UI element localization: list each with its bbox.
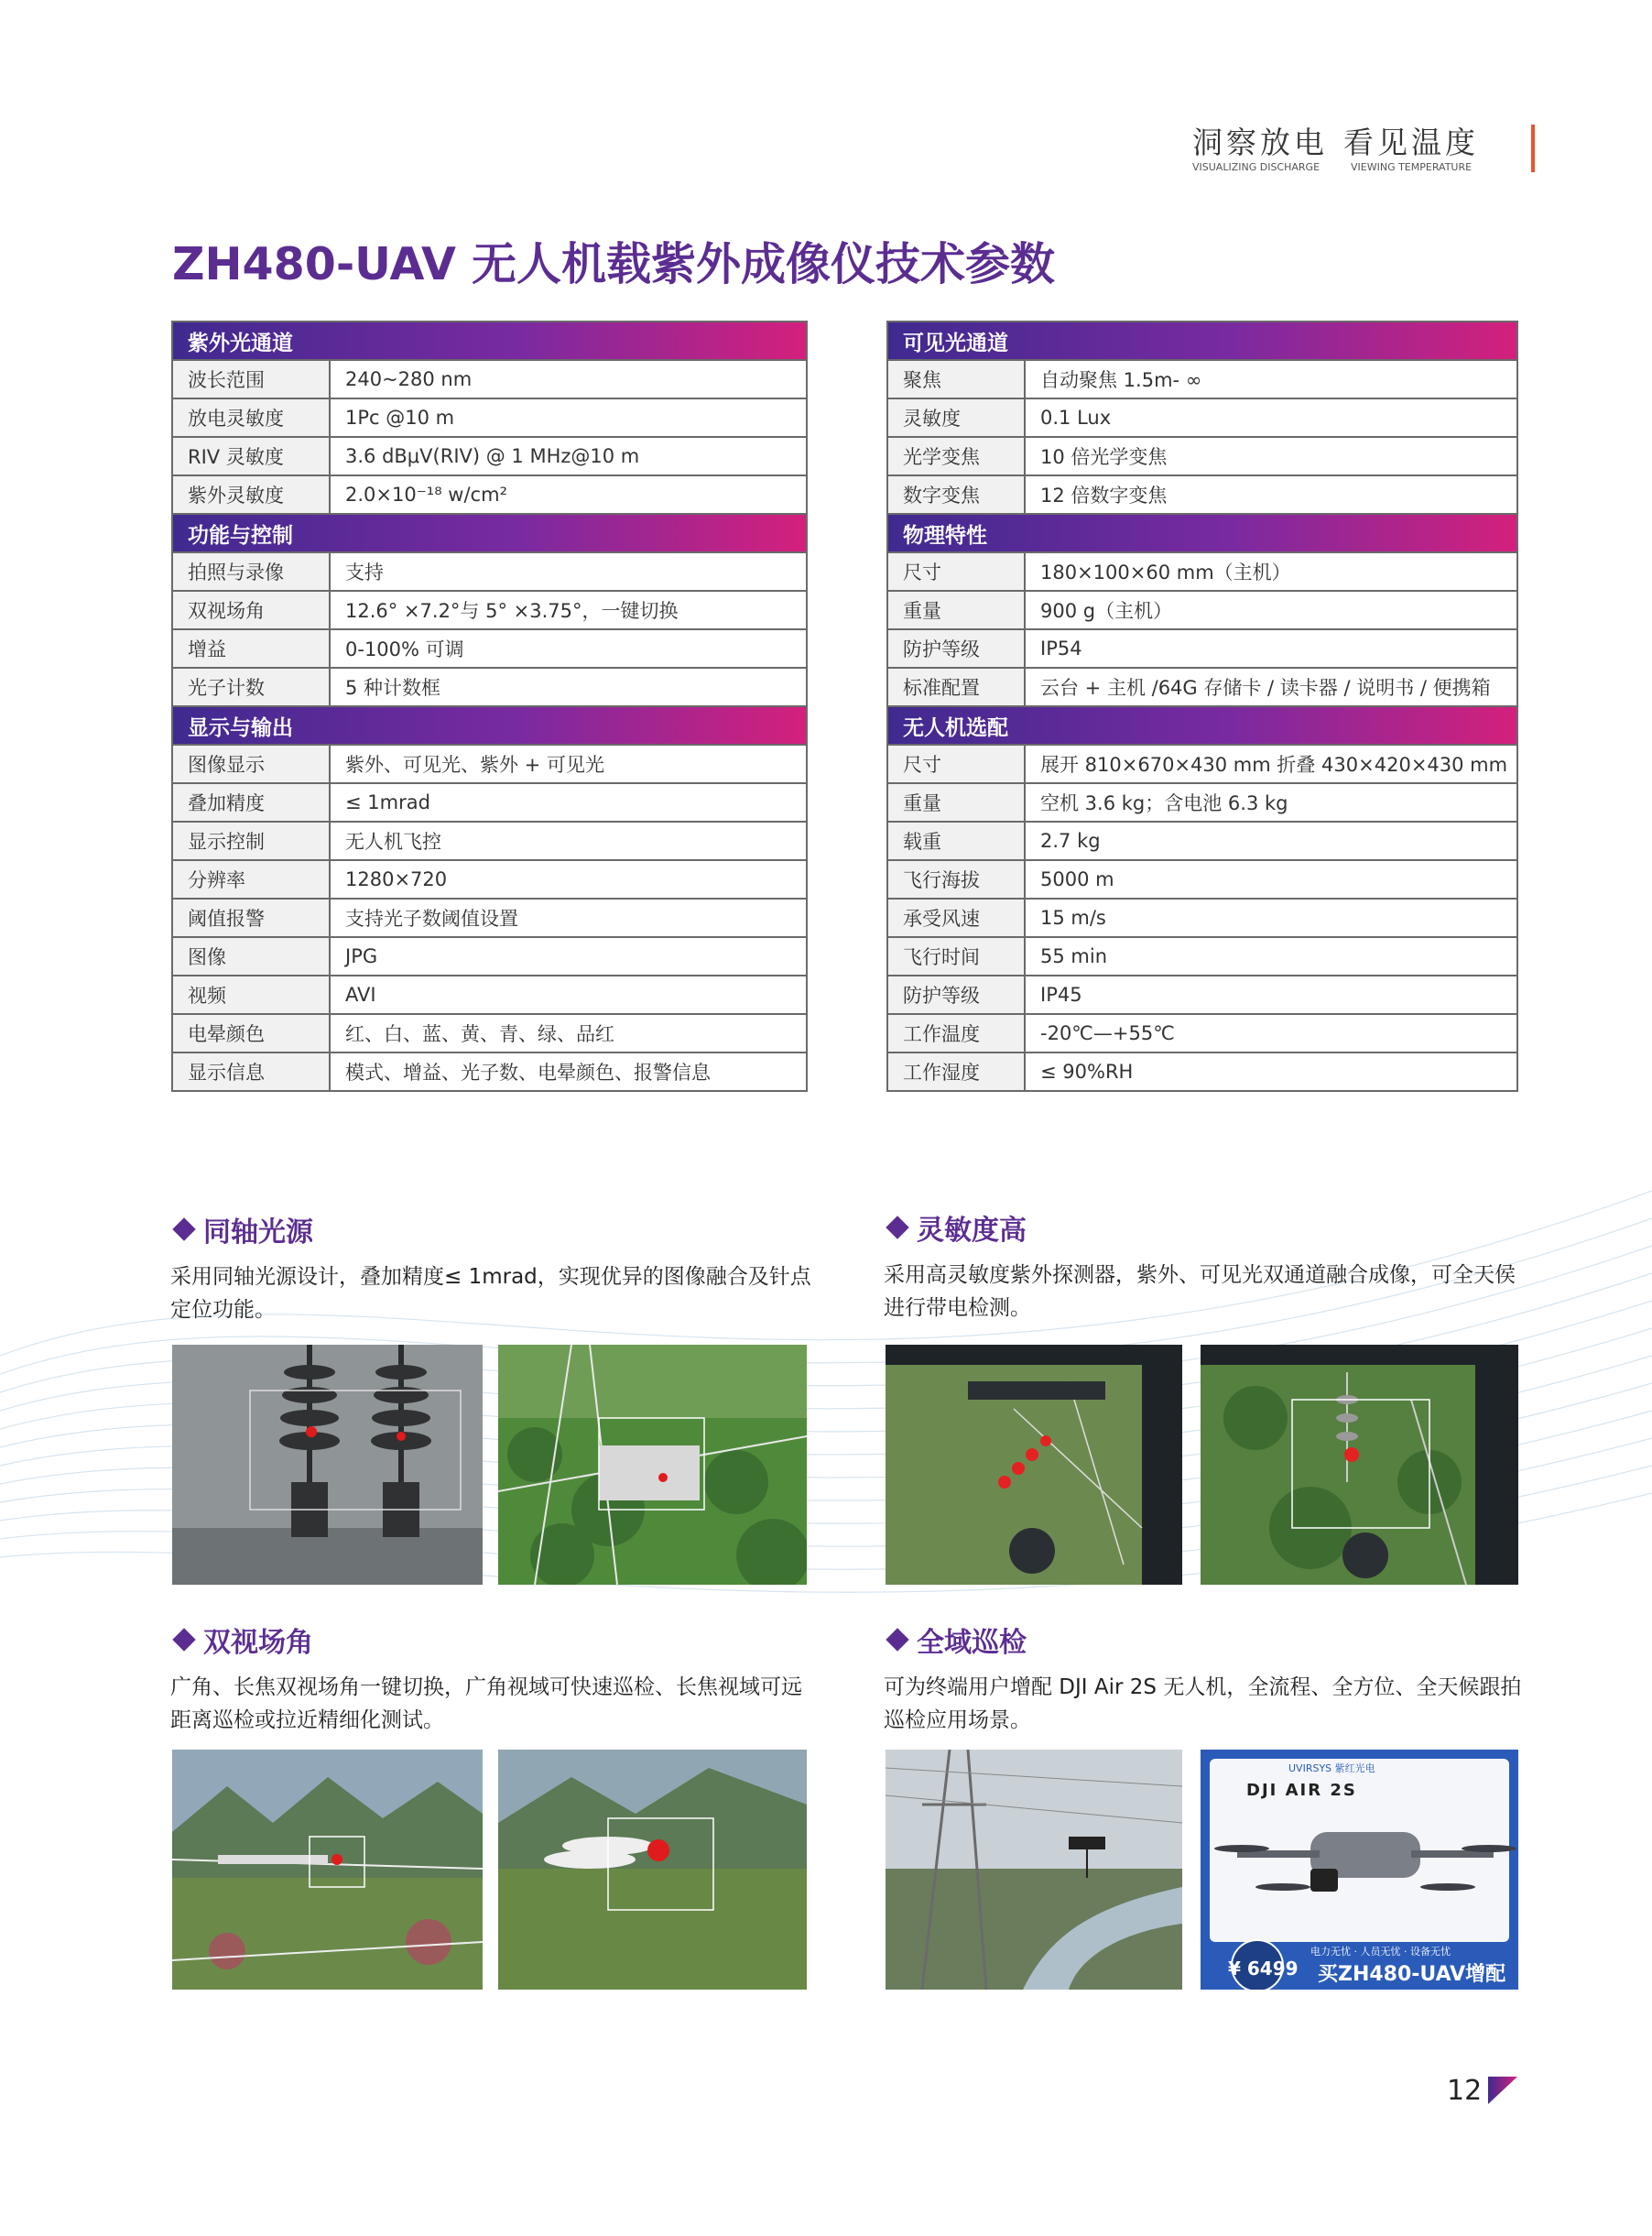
spec-key: 增益 [172,629,330,668]
spec-value: 0-100% 可调 [330,629,807,668]
photo-drone-screen-2 [1201,1345,1518,1585]
dji-air2s-ad [1201,1750,1518,1990]
spec-key: 波长范围 [172,360,330,398]
table-row [172,629,807,668]
section-header: 功能与控制 [172,514,807,552]
spec-key: 尺寸 [887,745,1025,783]
spec-value: 2.7 kg [1025,822,1517,860]
spec-value: 支持光子数阈值设置 [330,899,807,937]
diamond-bullet-icon [172,1628,195,1651]
table-row [887,629,1517,668]
table-row [172,860,807,899]
spec-key: 飞行时间 [887,937,1025,976]
slogan-temperature-en: VIEWING TEMPERATURE [1351,161,1473,173]
ad-price: ¥ 6499 [1228,1958,1299,1980]
table-row [887,668,1517,706]
photo-drone-screen-1 [886,1345,1182,1585]
spec-key: 飞行海拔 [887,860,1025,899]
section-header: 紫外光通道 [172,322,807,360]
feature-description: 可为终端用户增配 DJI Air 2S 无人机，全流程、全方位、全天候跟拍巡检应用场景。 [884,1675,1522,1732]
spec-key: 光学变焦 [887,437,1025,475]
table-row [887,1053,1517,1091]
table-row [887,860,1517,899]
table-row [887,745,1517,783]
brand-slogan [1192,119,1522,174]
diamond-bullet-icon [886,1216,908,1238]
feature-description: 采用同轴光源设计，叠加精度≤ 1mrad，实现优异的图像融合及针点定位功能。 [170,1265,811,1322]
spec-value: 5000 m [1025,860,1517,899]
spec-value: JPG [330,937,807,976]
spec-value: ≤ 90%RH [1025,1053,1517,1091]
feature-coaxial [170,1209,811,1326]
table-row [172,783,807,822]
spec-value: 900 g（主机） [1025,591,1517,629]
table-row [172,668,807,706]
feature-title: 灵敏度高 [917,1215,1027,1247]
spec-value: 10 倍光学变焦 [1025,437,1517,475]
spec-value: 2.0×10⁻¹⁸ w/cm² [330,475,807,514]
table-row [172,1053,807,1091]
section-header: 无人机选配 [887,706,1517,745]
diamond-bullet-icon [886,1628,908,1651]
table-row [172,745,807,783]
ad-product: DJI AIR 2S [1246,1781,1357,1800]
spec-value: 自动聚焦 1.5m- ∞ [1025,360,1517,398]
spec-value: 模式、增益、光子数、电晕颜色、报警信息 [330,1053,807,1091]
table-row [887,475,1517,514]
table-row [172,398,807,437]
ad-bundle: 买ZH480-UAV增配 [1318,1963,1506,1986]
table-row [172,822,807,860]
spec-key: 阈值报警 [172,899,330,937]
photo-forest-tower [498,1345,807,1585]
spec-value: AVI [330,976,807,1014]
spec-key: 标准配置 [887,668,1025,706]
spec-key: 放电灵敏度 [172,398,330,437]
spec-key: 显示信息 [172,1053,330,1091]
slogan-discharge-en: VISUALIZING DISCHARGE [1192,161,1321,173]
spec-key: 重量 [887,783,1025,822]
spec-value: IP45 [1025,976,1517,1014]
table-row [172,552,807,591]
photo-insulator-gray [172,1345,483,1585]
table-row [887,822,1517,860]
spec-key: 工作温度 [887,1014,1025,1053]
spec-value: 展开 810×670×430 mm 折叠 430×420×430 mm [1025,745,1517,783]
slogan-temperature: 看见温度 [1343,125,1479,160]
page-title: ZH480-UAV 无人机载紫外成像仪技术参数 [172,238,1056,290]
spec-key: 防护等级 [887,629,1025,668]
table-row [887,398,1517,437]
spec-value: 12 倍数字变焦 [1025,475,1517,514]
section-header: 可见光通道 [887,322,1517,360]
spec-key: 双视场角 [172,591,330,629]
section-header: 显示与输出 [172,706,807,745]
spec-value: 3.6 dBμV(RIV) @ 1 MHz@10 m [330,437,807,475]
spec-key: 图像显示 [172,745,330,783]
spec-key: 工作湿度 [887,1053,1025,1091]
spec-value: 1Pc @10 m [330,398,807,437]
spec-value: 1280×720 [330,860,807,899]
spec-value: 红、白、蓝、黄、青、绿、品红 [330,1014,807,1053]
ad-brand: UVIRSYS 紫红光电 [1288,1762,1375,1774]
spec-value: -20℃—+55℃ [1025,1014,1517,1053]
table-row [887,360,1517,398]
spec-value: 紫外、可见光、紫外 + 可见光 [330,745,807,783]
photo-mountain-wide [172,1750,483,1990]
spec-value: ≤ 1mrad [330,783,807,822]
spec-value: 无人机飞控 [330,822,807,860]
spec-value: 180×100×60 mm（主机） [1025,552,1517,591]
spec-key: 光子计数 [172,668,330,706]
photo-mountain-tele [498,1750,807,1990]
spec-key: 数字变焦 [887,475,1025,514]
table-row [172,1014,807,1053]
spec-table-left [171,321,808,1092]
table-row [172,475,807,514]
table-row [887,437,1517,475]
spec-key: 尺寸 [887,552,1025,591]
spec-key: 重量 [887,591,1025,629]
spec-key: 拍照与录像 [172,552,330,591]
spec-key: 载重 [887,822,1025,860]
table-row [172,899,807,937]
spec-value: IP54 [1025,629,1517,668]
table-row [172,437,807,475]
spec-value: 240~280 nm [330,360,807,398]
spec-key: 紫外灵敏度 [172,475,330,514]
spec-value: 12.6° ×7.2°与 5° ×3.75°，一键切换 [330,591,807,629]
table-row [887,552,1517,591]
spec-key: 防护等级 [887,976,1025,1014]
slogan-discharge: 洞察放电 [1192,125,1328,160]
ad-slogan: 电力无忧 · 人员无忧 · 设备无忧 [1310,1946,1451,1958]
feature-title: 双视场角 [203,1627,313,1659]
table-row [172,937,807,976]
spec-key: 视频 [172,976,330,1014]
corner-triangle-icon [1488,2077,1517,2104]
feature-dual-fov [170,1620,811,1737]
table-row [172,976,807,1014]
table-row [887,937,1517,976]
photo-drone-river [886,1750,1182,1990]
table-row [887,976,1517,1014]
feature-description: 采用高灵敏度紫外探测器，紫外、可见光双通道融合成像，可全天侯进行带电检测。 [884,1263,1516,1320]
spec-key: 电晕颜色 [172,1014,330,1053]
spec-value: 15 m/s [1025,899,1517,937]
spec-key: 显示控制 [172,822,330,860]
feature-title: 同轴光源 [203,1216,313,1249]
table-row [887,1014,1517,1053]
spec-value: 支持 [330,552,807,591]
spec-key: RIV 灵敏度 [172,437,330,475]
table-row [887,591,1517,629]
spec-value: 空机 3.6 kg；含电池 6.3 kg [1025,783,1517,822]
spec-key: 分辨率 [172,860,330,899]
accent-bar [1531,125,1535,172]
feature-title: 全域巡检 [917,1627,1027,1659]
spec-value: 55 min [1025,937,1517,976]
spec-key: 承受风速 [887,899,1025,937]
feature-sensitivity [884,1207,1525,1325]
table-row [172,360,807,398]
table-row [887,899,1517,937]
spec-value: 0.1 Lux [1025,398,1517,437]
spec-key: 叠加精度 [172,783,330,822]
page-number: 12 [1447,2075,1483,2107]
diamond-bullet-icon [172,1217,195,1240]
spec-key: 图像 [172,937,330,976]
spec-key: 灵敏度 [887,398,1025,437]
spec-key: 聚焦 [887,360,1025,398]
spec-table-right [886,321,1518,1092]
feature-description: 广角、长焦双视场角一键切换，广角视域可快速巡检、长焦视域可远距离巡检或拉近精细化测试。 [170,1675,802,1732]
spec-value: 云台 + 主机 /64G 存储卡 / 读卡器 / 说明书 / 便携箱 [1025,668,1517,706]
spec-value: 5 种计数框 [330,668,807,706]
table-row [887,783,1517,822]
section-header: 物理特性 [887,514,1517,552]
table-row [172,591,807,629]
feature-patrol [884,1620,1525,1737]
